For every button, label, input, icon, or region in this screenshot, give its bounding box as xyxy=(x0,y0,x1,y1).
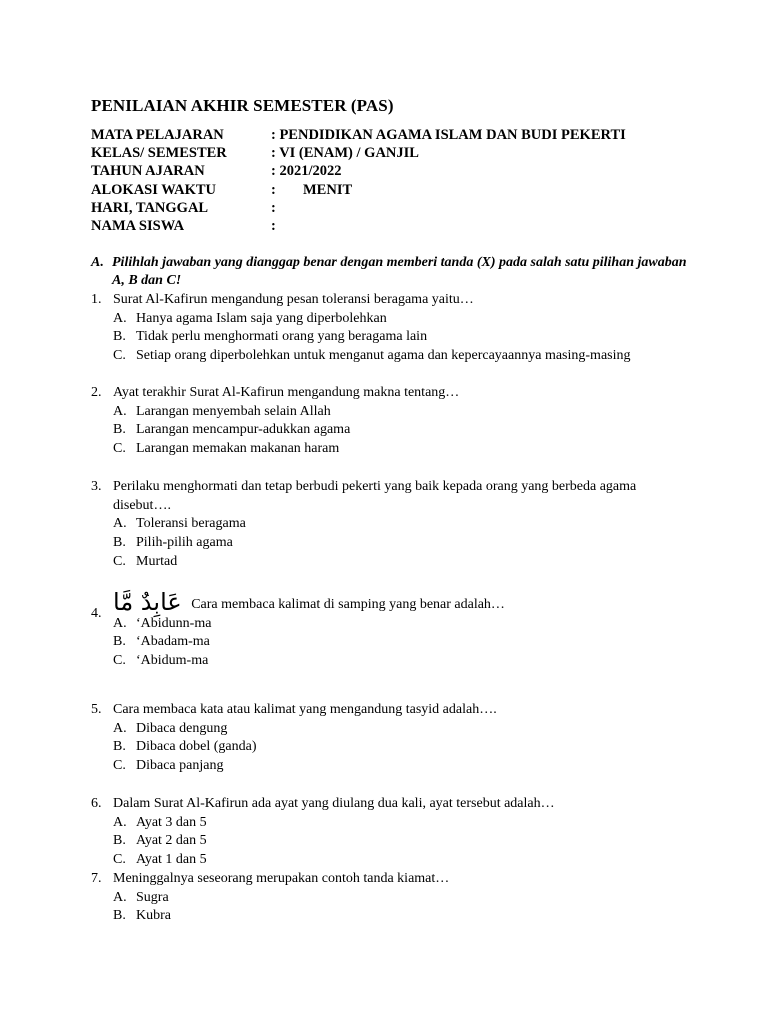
question-stem: Ayat terakhir Surat Al-Kafirun mengandung makna tentang… xyxy=(113,385,460,400)
question-number: 1. xyxy=(91,292,102,307)
question-3 xyxy=(91,478,691,571)
option-letter: A. xyxy=(113,889,127,905)
option-letter: C. xyxy=(113,348,126,364)
option-letter: A. xyxy=(113,814,127,830)
option-letter: C. xyxy=(113,553,126,569)
meta-colon: : xyxy=(271,199,276,216)
option-letter: B. xyxy=(113,329,126,345)
meta-colon: : xyxy=(271,181,276,198)
option-letter: A. xyxy=(113,615,127,631)
option-text: Murtad xyxy=(136,553,178,569)
meta-label: NAMA SISWA xyxy=(91,217,185,234)
option-letter: B. xyxy=(113,739,126,755)
question-stem: Cara membaca kalimat di samping yang benar adalah… xyxy=(191,597,505,612)
question-6 xyxy=(91,795,691,870)
option-letter: A. xyxy=(113,403,127,419)
question-stem: Perilaku menghormati dan tetap berbudi pekerti yang baik kepada orang yang berbeda agama disebut…. xyxy=(113,479,637,513)
option[interactable] xyxy=(113,738,691,757)
meta-label: MATA PELAJARAN xyxy=(91,127,224,143)
question-number: 5. xyxy=(91,702,102,717)
option[interactable] xyxy=(113,347,691,366)
question-stem: Surat Al-Kafirun mengandung pesan toleransi beragama yaitu… xyxy=(113,292,474,307)
question-number: 3. xyxy=(91,479,102,494)
option-letter: C. xyxy=(113,441,126,457)
option[interactable] xyxy=(113,652,691,671)
option-letter: A. xyxy=(113,720,127,736)
option[interactable] xyxy=(113,720,691,739)
option-text: Larangan mencampur-adukkan agama xyxy=(136,422,351,438)
question-4 xyxy=(91,588,691,671)
meta-value: : PENDIDIKAN AGAMA ISLAM DAN BUDI PEKERTI xyxy=(271,127,626,143)
question-number: 7. xyxy=(91,871,102,886)
option[interactable] xyxy=(113,310,691,329)
option-text: ‘Abidunn-ma xyxy=(136,615,212,631)
option[interactable] xyxy=(113,851,691,870)
meta-value: : 2021/2022 xyxy=(271,163,342,180)
meta-value: MENIT xyxy=(303,181,353,198)
option-letter: C. xyxy=(113,852,126,868)
option-letter: B. xyxy=(113,634,126,650)
option[interactable] xyxy=(113,832,691,851)
option-text: Sugra xyxy=(136,889,169,905)
meta-label: TAHUN AJARAN xyxy=(91,163,205,180)
section-letter: A. xyxy=(91,255,104,270)
option[interactable] xyxy=(113,553,691,572)
option-text: ‘Abidum-ma xyxy=(136,653,209,669)
option[interactable] xyxy=(113,534,691,553)
meta-label: HARI, TANGGAL xyxy=(91,199,209,216)
option[interactable] xyxy=(113,403,691,422)
option-letter: C. xyxy=(113,653,126,669)
option[interactable] xyxy=(113,328,691,347)
question-7 xyxy=(91,870,691,926)
option-text: Dibaca panjang xyxy=(136,758,224,774)
page-title: PENILAIAN AKHIR SEMESTER (PAS) xyxy=(91,96,394,115)
option[interactable] xyxy=(113,440,691,459)
question-stem: Dalam Surat Al-Kafirun ada ayat yang diulang dua kali, ayat tersebut adalah… xyxy=(113,796,555,811)
option-letter: A. xyxy=(113,310,127,326)
meta-label: KELAS/ SEMESTER xyxy=(91,145,227,162)
option-text: Dibaca dobel (ganda) xyxy=(136,739,257,755)
meta-colon: : xyxy=(271,217,276,234)
question-number: 2. xyxy=(91,385,102,400)
option-letter: B. xyxy=(113,422,126,438)
option-letter: B. xyxy=(113,534,126,550)
option-text: Larangan memakan makanan haram xyxy=(136,441,340,457)
option-letter: A. xyxy=(113,516,127,531)
option[interactable] xyxy=(113,907,691,926)
option[interactable] xyxy=(113,615,691,634)
option[interactable] xyxy=(113,421,691,440)
question-number: 6. xyxy=(91,796,102,811)
option-text: Kubra xyxy=(136,908,171,924)
section-instruction xyxy=(91,254,691,290)
option-text: Tidak perlu menghormati orang yang beragama lain xyxy=(136,329,428,345)
option-text: Larangan menyembah selain Allah xyxy=(136,403,331,419)
option[interactable] xyxy=(113,633,691,652)
question-1 xyxy=(91,291,691,366)
meta-value: : VI (ENAM) / GANJIL xyxy=(271,145,419,162)
option-text: Dibaca dengung xyxy=(136,720,228,736)
option[interactable] xyxy=(113,889,691,908)
option-text: Toleransi beragama xyxy=(136,516,246,531)
option-text: Ayat 3 dan 5 xyxy=(136,814,207,830)
option-letter: B. xyxy=(113,908,126,924)
arabic-phrase: عَابِدٌ مَّا xyxy=(113,588,182,616)
question-stem: Cara membaca kata atau kalimat yang mengandung tasyid adalah…. xyxy=(113,702,497,717)
option-text: Hanya agama Islam saja yang diperbolehkan xyxy=(136,310,387,326)
option-text: ‘Abadam-ma xyxy=(136,634,210,650)
option-letter: B. xyxy=(113,833,126,849)
option-text: Ayat 2 dan 5 xyxy=(136,833,207,849)
option[interactable] xyxy=(113,757,691,776)
question-stem-wrap xyxy=(113,588,691,616)
option[interactable] xyxy=(113,515,691,534)
section-text: Pilihlah jawaban yang dianggap benar dengan memberi tanda (X) pada salah satu pilihan jawaban A, B dan C! xyxy=(112,255,687,288)
option-letter: C. xyxy=(113,758,126,774)
question-2 xyxy=(91,384,691,459)
meta-label: ALOKASI WAKTU xyxy=(91,181,217,198)
question-5 xyxy=(91,701,691,776)
option-text: Pilih-pilih agama xyxy=(136,534,233,550)
option[interactable] xyxy=(113,814,691,833)
question-number: 4. xyxy=(91,606,102,621)
question-stem: Meninggalnya seseorang merupakan contoh tanda kiamat… xyxy=(113,871,450,886)
option-text: Ayat 1 dan 5 xyxy=(136,852,207,868)
option-text: Setiap orang diperbolehkan untuk menganut agama dan kepercayaannya masing-masing xyxy=(136,348,631,364)
